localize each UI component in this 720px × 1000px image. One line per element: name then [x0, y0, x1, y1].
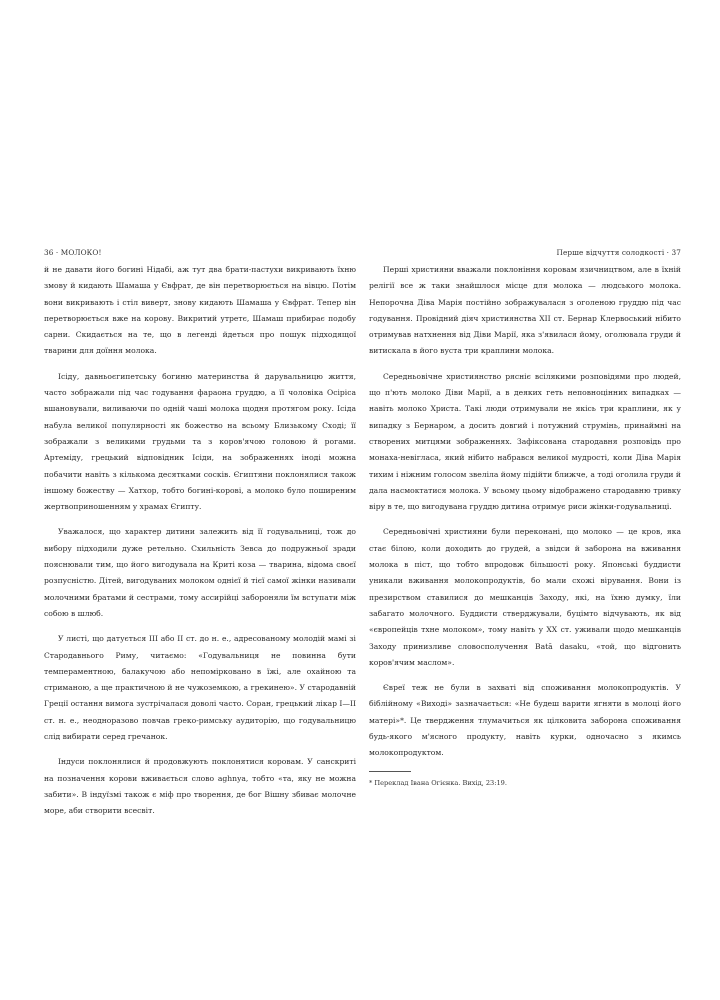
paragraph: Уважалося, що характер дитини залежить від її годувальниці, тож до вибору підходили дуже ретельно. Схильність Зевса до подружньої зради пояснювали тим, що його вигодувала на Криті коза — тварина, відома своєї розпусністю. Дітей, вигодуваних молоком однієї й тієї самої жінки називали молочними братами й сестрами, тому ассирійці забороняли їм вступати між собою в шлюб. — [44, 527, 356, 618]
left-page — [44, 248, 356, 829]
left-running-head: 36 · МОЛОКО! — [44, 248, 102, 257]
footnote: * Переклад Івана Огієнка. Вихід, 23:19. — [369, 778, 507, 787]
footnote-divider — [369, 771, 411, 772]
paragraph: Євреї теж не були в захваті від споживання молокопродуктів. У біблійному «Виході» зазначається: «Не будеш варити ягняти в молоці його матері»*. Це твердження тлумачиться як цілковита заборона споживання будь-якого м'ясного продукту, навіть курки, одночасно з якимсь молокопродуктом. — [369, 683, 681, 758]
paragraph: Ісіду, давньоєгипетську богиню материнства й дарувальницю життя, часто зображали під час годування фараона груддю, а її чоловіка Осіріса вшановували, виливаючи по одній чаші молока щодня протягом року. Ісіда набула великої популярності як божество на всьому Близькому Сході; її зображали з великими грудьми та з коров'ячою головою й рогами. Артеміду, грецький відповідник Ісіди, на зображеннях іноді можна побачити навіть з кількома десятками сосків. Єгиптяни поклонялися також іншому божеству — Хатхор, тобто богині-корові, а молоко було поширеним жертвоприношенням у храмах Єгипту. — [44, 371, 356, 512]
paragraph: Середньовічні християни були переконані, що молоко — це кров, яка стає білою, коли доходить до грудей, а звідси й заборона на вживання молока в піст, що тобто впродовж більшості року. Японські буддисти уникали вживання молокопродуктів, бо мали схожі вірування. Вони із презирством ставилися до мешканців Заходу, які, на їхню думку, їли забагато молочного. Буддисти стверджували, буцімто відчувають, як від «європейців тхне молоком», тому навіть у XX ст. уживали щодо мешканців Заходу принизливе словосполучення Batā dasaku, «той, що відгонить коров'ячим маслом». — [369, 527, 681, 667]
paragraph: й не давати його богині Нідабі, аж тут два брати-пастухи викривають їхню змову й кидають Шамаша у Євфрат, де він перетворюється на вівцю. Потім вони викривають і стіл виверт, знову кидають Шамаша у Євфрат. Тепер він перетворюється вже на корову. Викритий утретє, Шамаш прибирає подобу сарни. Скидається на те, що в легенді йдеться про пошук підходящої тварини для доїння молока. — [44, 265, 356, 356]
right-body-text — [369, 262, 681, 762]
right-running-head: Перше відчуття солодкості · 37 — [556, 248, 681, 257]
right-page — [369, 248, 681, 788]
paragraph: У листі, що датується III або II ст. до н. е., адресованому молодій мамі зі Стародавнього Риму, читаємо: «Годувальниця не повинна бути темпераментною, балакучою або непомірковано в їжі, але охайною та стриманою, а ще практичною й не чужоземкою, а грекинею». У стародавній Греції остання вимога зустрічалася доволі часто. Соран, грецький лікар I—II ст. н. е., неодноразово повчав греко-римську аудиторію, що годувальницю слід вибирати серед гречанок. — [44, 634, 356, 742]
paragraph: Індуси поклонялися й продовжують поклонятися коровам. У санскриті на позначення корови вживається слово aghnya, тобто «та, яку не можна забити». В індуїзмі також є міф про творення, де бог Вішну збиває молочне море, аби створити всесвіт. — [44, 757, 356, 816]
left-body-text — [44, 262, 356, 820]
paragraph: Перші християни вважали поклоніння коровам язичництвом, але в їхній релігії все ж таки знайшлося місце для молока — людського молока. Непорочна Діва Марія постійно зображувалася з оголеною груддю під час годування. Провідний діяч християнства XII ст. Бернар Клервоський нібито отримував натхнення від Діви Марії, яка з'явилася йому, оголювала груди й витискала в його вуста три краплини молока. — [369, 265, 681, 356]
paragraph: Середньовічне християнство рясніє всілякими розповідями про людей, що п'ють молоко Діви Марії, а в деяких геть неповноцінних випадках — навіть молоко Христа. Такі люди отримували не якісь три краплини, як у випадку з Бернаром, а досить довгий і потужний струмінь, принаймні на створених митцями зображеннях. Зафіксована стародавня розповідь про монаха-невігласа, який нібито набрався великої мудрості, коли Діва Марія тихим і ніжним голосом звеліла йому підійти ближче, а тоді оголила груди й дала насмоктатися молока. У всьому цьому відображено стародавню тривку віру в те, що вигодувана груддю дитина отримує риси жінки-годувальниці. — [369, 371, 681, 512]
